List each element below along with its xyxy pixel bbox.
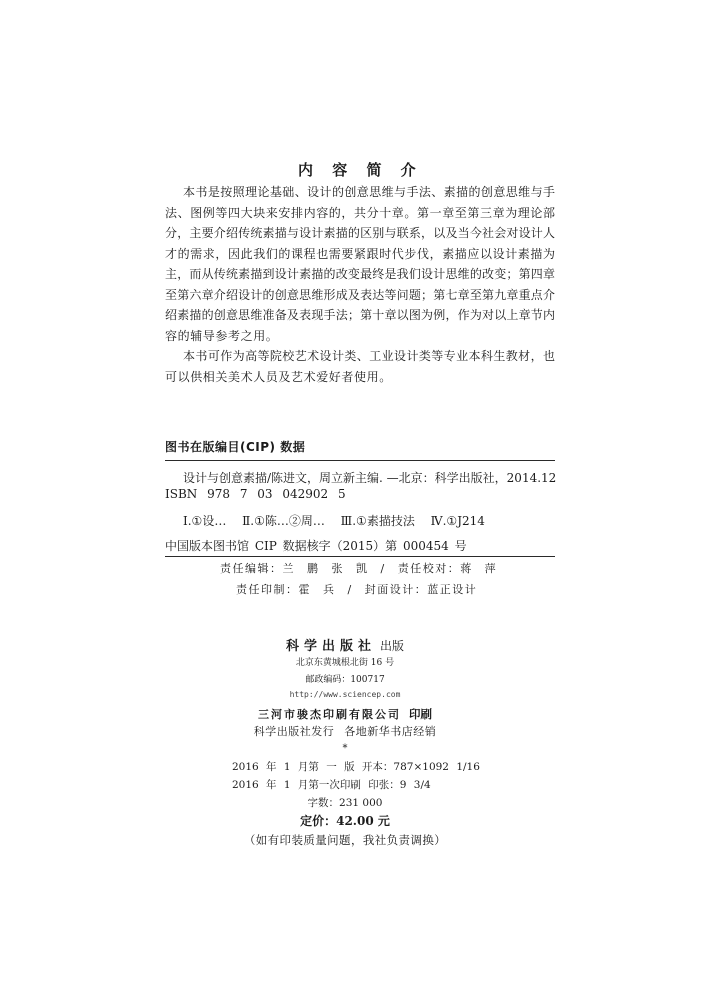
- quality-notice: （如有印装质量问题，我社负责调换）: [243, 833, 447, 847]
- credits-editors: 责任编辑：兰 鹏 张 凯 / 责任校对：蒋 萍: [220, 562, 498, 575]
- publisher-postcode: 邮政编码：100717: [305, 675, 385, 685]
- intro-paragraph-1: [165, 182, 555, 346]
- cip-classification: Ⅰ.①设… Ⅱ.①陈…②周… Ⅲ.①素描技法 Ⅳ.①J214: [183, 514, 485, 528]
- cip-bottom-rule: [165, 556, 555, 557]
- paragraph-line: 本书可作为高等院校艺术设计类、工业设计类等专业本科生教材，也: [183, 349, 555, 363]
- publisher-name: 科学出版社: [285, 639, 376, 654]
- publisher-name-suffix: 出版: [380, 639, 405, 653]
- cip-title-line: 设计与创意素描/陈进文，周立新主编. —北京：科学出版社，2014.12: [183, 471, 557, 485]
- paragraph-line: 可以供相关美术人员及艺术爱好者使用。: [165, 369, 392, 384]
- cip-top-rule: [165, 460, 555, 461]
- paragraph-line: 分，主要介绍传统素描与设计素描的区别与联系，以及当今社会对设计人: [165, 226, 555, 240]
- credits-production: 责任印制：霍 兵 / 封面设计：蓝正设计: [236, 583, 478, 596]
- printer-name: 三河市骏杰印刷有限公司: [258, 708, 401, 721]
- printing-line: 2016 年 1 月第一次印刷 印张：9 3/4: [232, 779, 431, 791]
- paragraph-line: 绍素描的创意思维准备及表现手法；第十章以图为例，作为对以上章节内: [165, 308, 555, 322]
- publisher-url: http://www.sciencep.com: [289, 690, 401, 699]
- printer-suffix: 印刷: [409, 707, 432, 721]
- paragraph-line: 才的需求，因此我们的课程也需要紧跟时代步伐，素描应以设计素描为: [165, 246, 555, 261]
- intro-body: [165, 182, 555, 387]
- distribution-line: 科学出版社发行 各地新华书店经销: [253, 725, 437, 738]
- intro-title: 内 容 简 介: [298, 161, 423, 179]
- price: 定价：42.00 元: [300, 814, 390, 828]
- word-count: 字数：231 000: [307, 797, 383, 809]
- paragraph-line: 容的辅导参考之用。: [165, 328, 279, 343]
- cip-isbn: ISBN 978 7 03 042902 5: [165, 487, 346, 501]
- cip-verification: 中国版本图书馆 CIP 数据核字（2015）第 000454 号: [165, 539, 467, 553]
- cip-heading: 图书在版编目(CIP) 数据: [165, 440, 306, 454]
- paragraph-line: 至第六章介绍设计的创意思维形成及表达等问题；第七章至第九章重点介: [165, 287, 555, 302]
- intro-paragraph-2: [165, 346, 555, 387]
- separator-star: *: [342, 743, 348, 754]
- paragraph-line: 主，而从传统素描到设计素描的改变最终是我们设计思维的改变；第四章: [165, 267, 555, 281]
- edition-line: 2016 年 1 月第 一 版 开本：787×1092 1/16: [232, 761, 480, 773]
- publisher-address: 北京东黄城根北街 16 号: [295, 658, 395, 668]
- paragraph-line: 法、图例等四大块来安排内容的，共分十章。第一章至第三章为理论部: [165, 205, 555, 220]
- publisher-row: [145, 637, 545, 655]
- printer-row: [145, 705, 545, 723]
- paragraph-line: 本书是按照理论基础、设计的创意思维与手法、素描的创意思维与手: [183, 185, 555, 199]
